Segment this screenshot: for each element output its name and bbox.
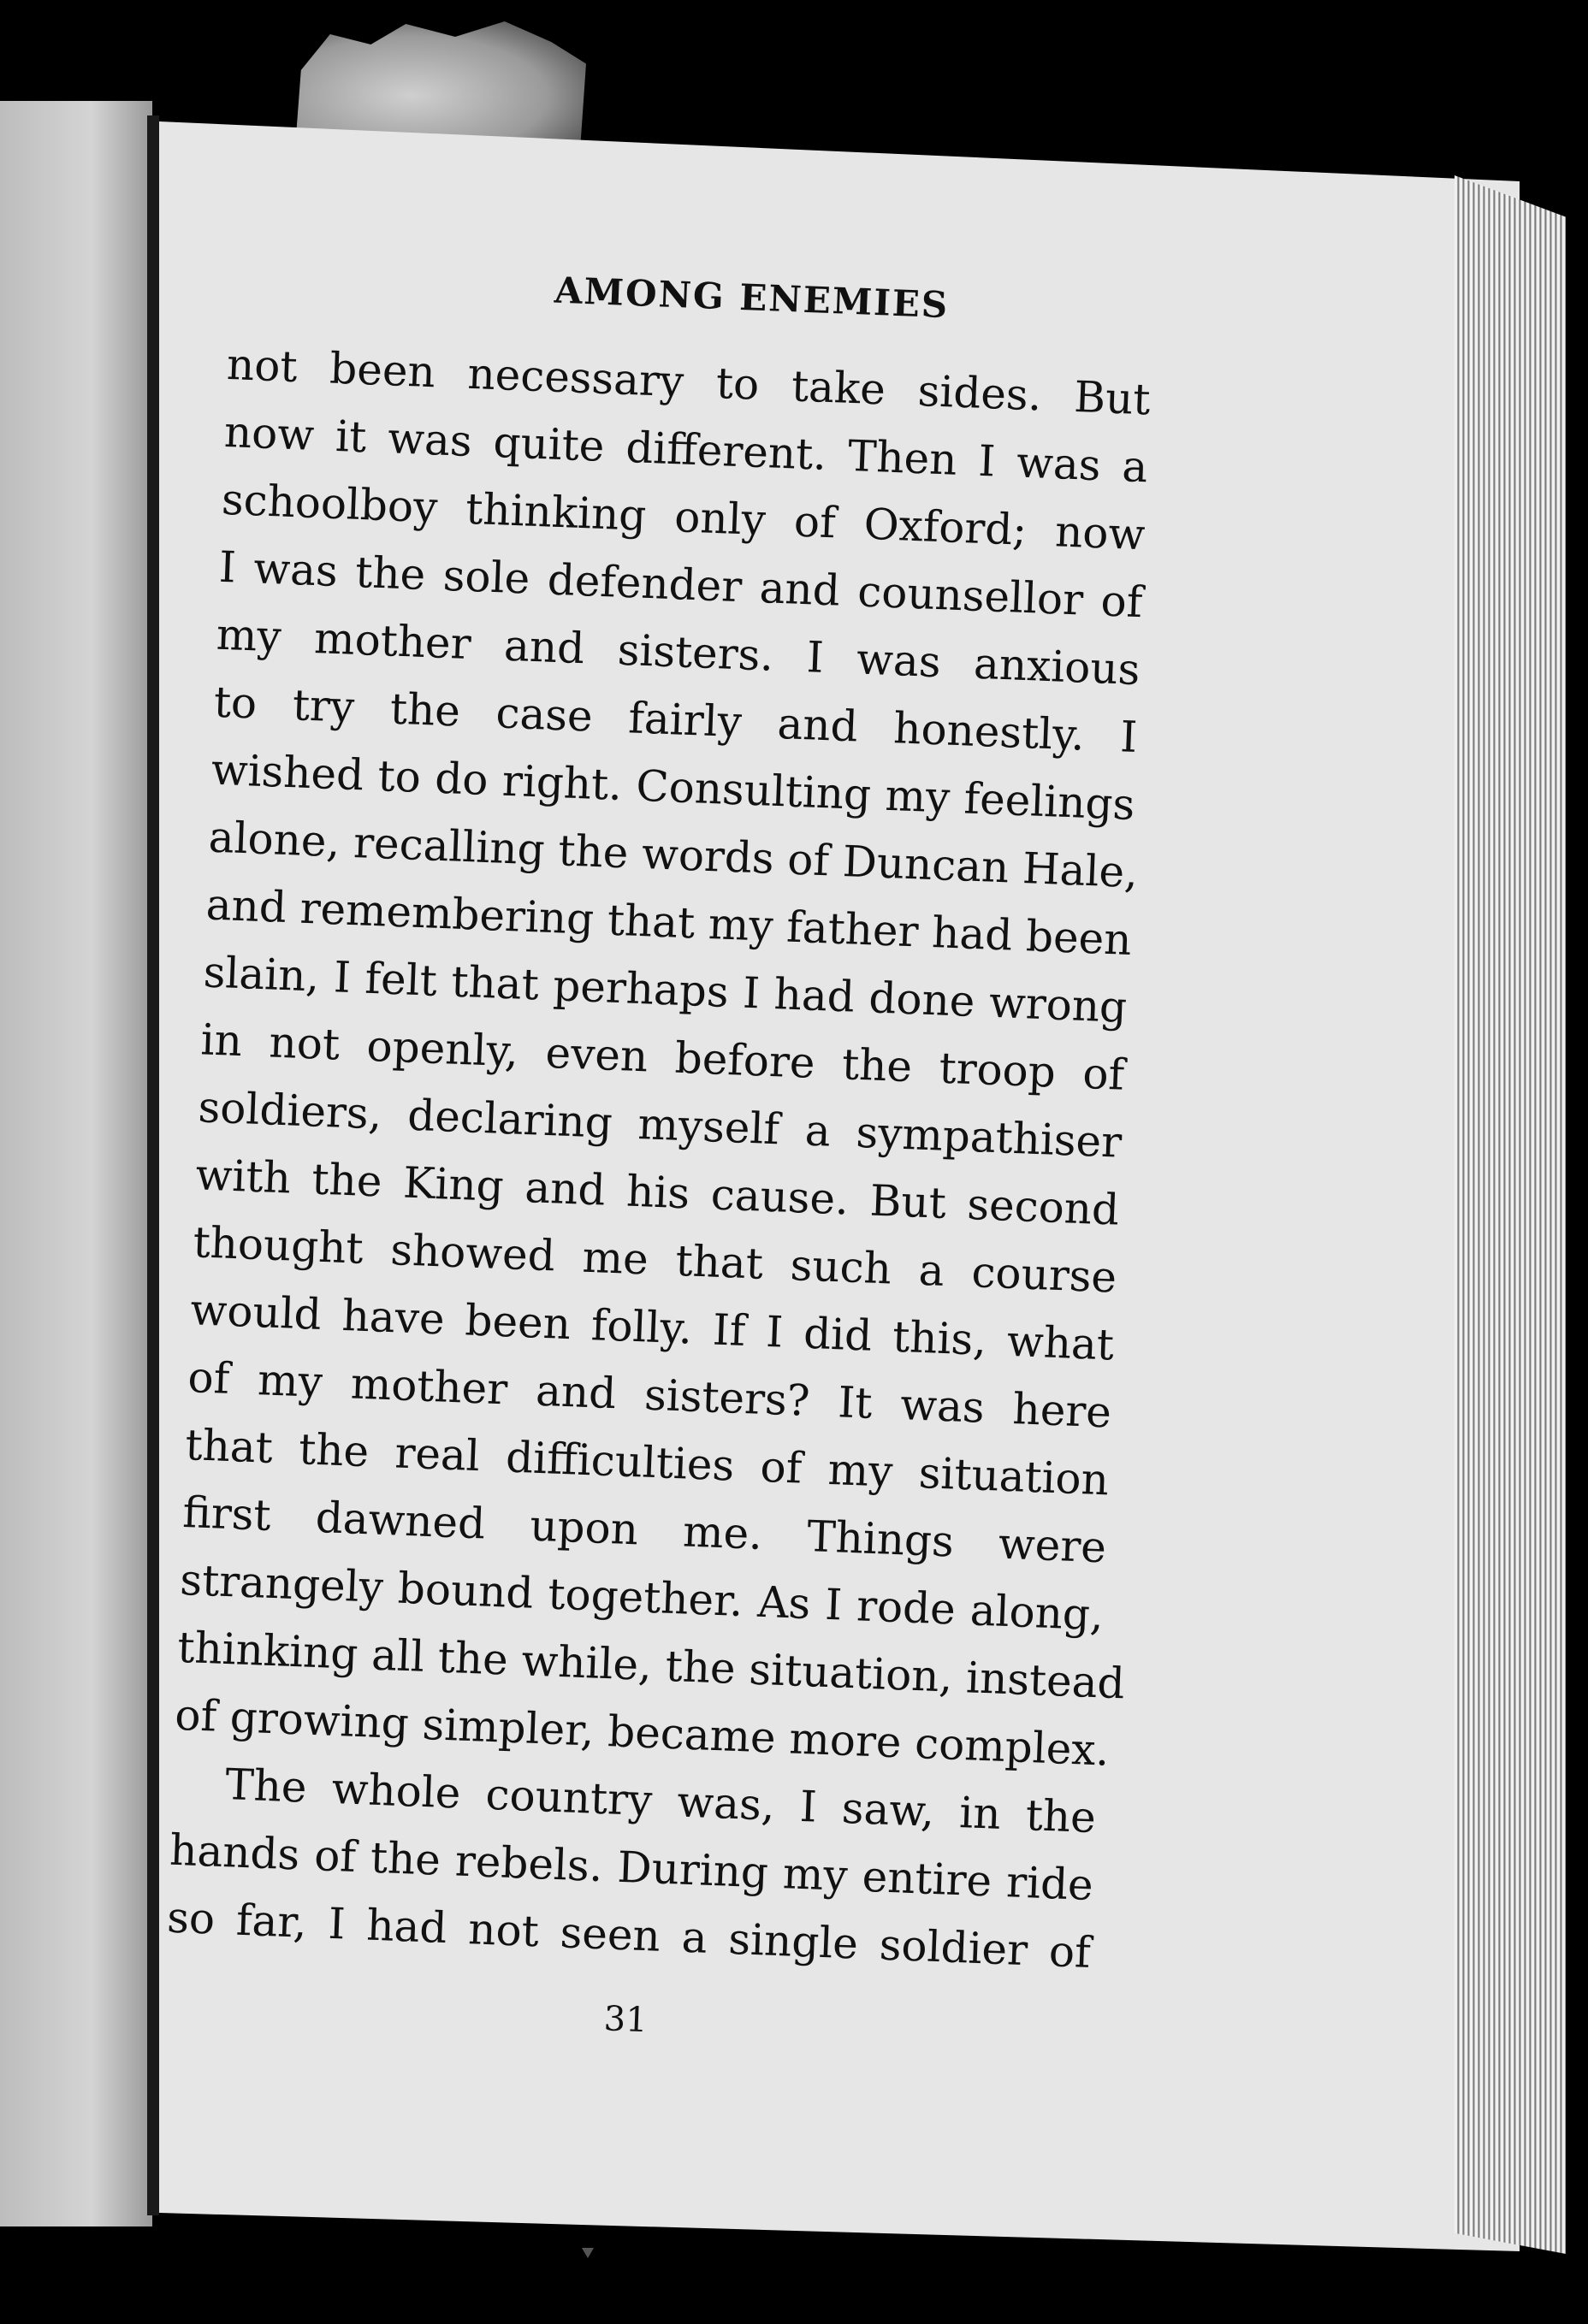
- text-line: to try the case fairly and honestly. I: [212, 677, 1139, 763]
- text-line: first dawned upon me. Things were: [181, 1487, 1107, 1573]
- torn-paper-fragment: [295, 19, 586, 147]
- text-line-paragraph-start: The whole country was, I saw, in the: [224, 1759, 1097, 1843]
- text-line: of my mother and sisters? It was here: [187, 1352, 1112, 1438]
- text-line: with the King and his cause. But second: [194, 1150, 1121, 1235]
- text-line: thinking all the while, the situation, instead: [176, 1622, 1126, 1709]
- text-line: my mother and sisters. I was anxious: [215, 609, 1141, 695]
- text-line: alone, recalling the words of Duncan Hale,: [207, 812, 1140, 898]
- left-facing-page: [0, 101, 152, 2226]
- text-line: would have been folly. If I did this, what: [189, 1285, 1116, 1370]
- page-text-block: [163, 257, 1240, 2061]
- text-line: so far, I had not seen a single soldier of: [166, 1892, 1092, 1978]
- text-line: not been necessary to take sides. But: [226, 339, 1152, 425]
- text-line: of growing simpler, became more complex.: [174, 1689, 1111, 1776]
- text-line: I was the sole defender and counsellor of: [217, 541, 1144, 628]
- text-line: and remembering that my father had been: [204, 879, 1133, 965]
- text-line: in not openly, even before the troop of: [199, 1014, 1126, 1100]
- text-line: now it was quite different. Then I was a: [223, 406, 1149, 493]
- text-line: wished to do right. Consulting my feelings: [210, 744, 1136, 830]
- text-line: slain, I felt that perhaps I had done wrong: [202, 947, 1129, 1032]
- text-line: that the real difficulties of my situation: [184, 1419, 1110, 1505]
- text-line: soldiers, declaring myself a sympathiser: [197, 1082, 1123, 1168]
- text-line: thought showed me that such a course: [192, 1217, 1118, 1303]
- running-head: AMONG ENEMIES: [554, 269, 951, 327]
- page-edges-stack: [1455, 175, 1566, 2254]
- book-gutter: [147, 115, 159, 2215]
- text-line: strangely bound together. As I rode along,: [179, 1554, 1105, 1641]
- text-line: schoolboy thinking only of Oxford; now: [220, 474, 1147, 560]
- page-number: 31: [602, 1999, 649, 2041]
- text-line: hands of the rebels. During my entire ride: [169, 1824, 1094, 1911]
- page-bottom-mark: [582, 2248, 594, 2258]
